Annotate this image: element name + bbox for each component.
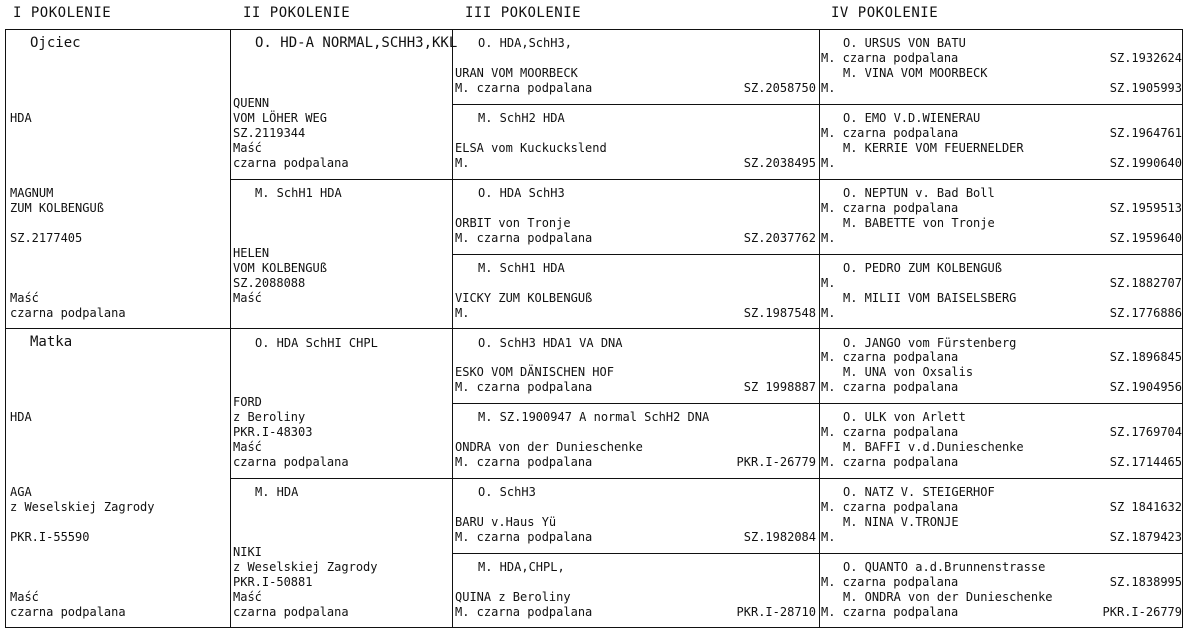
gen4-5-sire: O. ULK von Arlett — [843, 410, 966, 424]
gen4-6-sire: O. NATZ V. STEIGERHOF — [843, 485, 995, 499]
gen4-1-sire-color: M. czarna podpalana — [821, 126, 959, 140]
father-breed: HDA — [10, 111, 32, 125]
gen4-3-dam: M. MILII VOM BAISELSBERG — [843, 291, 1017, 305]
header-gen2: II POKOLENIE — [243, 5, 351, 21]
father-color: czarna podpalana — [10, 306, 126, 320]
gen4-0-sire-color: M. czarna podpalana — [821, 51, 959, 65]
gen3-4-name: ESKO VOM DÄNISCHEN HOF — [455, 365, 614, 379]
gen2-2-line: czarna podpalana — [233, 455, 349, 469]
gen2-2-line: FORD — [233, 395, 262, 409]
gen3-3-note: M. SchH1 HDA — [478, 261, 565, 275]
gen3-0-note: O. HDA,SchH3, — [478, 36, 572, 50]
gen4-7-sire-reg: SZ.1838995 — [1109, 575, 1182, 589]
gen2-3-line: z Weselskiej Zagrody — [233, 560, 378, 574]
gen3-4-note: O. SchH3 HDA1 VA DNA — [478, 336, 623, 350]
gen4-4-dam-reg: SZ.1904956 — [1109, 380, 1182, 394]
gen4-6-dam: M. NINA V.TRONJE — [843, 515, 959, 529]
gen4-5-sire-reg: SZ.1769704 — [1109, 425, 1182, 439]
gen4-1-sire: O. EMO V.D.WIENERAU — [843, 111, 981, 125]
gen4-2-dam: M. BABETTE von Tronje — [843, 216, 995, 230]
gen4-0-dam: M. VINA VOM MOORBECK — [843, 66, 988, 80]
gen3-2-note: O. HDA SchH3 — [478, 186, 565, 200]
gen3-7-reg: PKR.I-28710 — [736, 605, 816, 619]
gen3-6-note: O. SchH3 — [478, 485, 536, 499]
gen4-5-dam: M. BAFFI v.d.Dunieschenke — [843, 440, 1024, 454]
father-name: MAGNUM — [10, 186, 54, 200]
gen3-2-reg: SZ.2037762 — [743, 231, 816, 245]
mother-role: Matka — [30, 334, 73, 350]
gen2-0-line: QUENN — [233, 96, 270, 110]
father-kennel: ZUM KOLBENGUß — [10, 201, 104, 215]
gen4-0-dam-reg: SZ.1905993 — [1109, 81, 1182, 95]
gen4-7-dam-color: M. czarna podpalana — [821, 605, 959, 619]
gen4-3-sire: O. PEDRO ZUM KOLBENGUß — [843, 261, 1002, 275]
gen2-2-line: PKR.I-48303 — [233, 425, 313, 439]
gen3-0-name: URAN VOM MOORBECK — [455, 66, 578, 80]
gen3-1-name: ELSA vom Kuckuckslend — [455, 141, 607, 155]
gen4-4-sire: O. JANGO vom Fürstenberg — [843, 336, 1017, 350]
gen4-2-sire-color: M. czarna podpalana — [821, 201, 959, 215]
gen4-5-sire-color: M. czarna podpalana — [821, 425, 959, 439]
mother-color: czarna podpalana — [10, 605, 126, 619]
gen4-5-dam-reg: SZ.1714465 — [1109, 455, 1182, 469]
gen2-1-line: Maść — [233, 291, 262, 305]
gen4-0-sire: O. URSUS VON BATU — [843, 36, 966, 50]
header-gen1: I POKOLENIE — [13, 5, 112, 21]
gen2-0-note: O. HD-A NORMAL,SCHH3,KKL — [255, 35, 458, 51]
gen2-1-note: M. SchH1 HDA — [255, 186, 342, 200]
gen4-6-sire-reg: SZ 1841632 — [1109, 500, 1182, 514]
gen3-4-reg: SZ 1998887 — [743, 380, 816, 394]
gen2-1-line: SZ.2088088 — [233, 276, 306, 290]
gen3-3-color: M. — [455, 306, 470, 320]
gen3-7-note: M. HDA,CHPL, — [478, 560, 565, 574]
gen2-1-line: HELEN — [233, 246, 270, 260]
gen2-2-note: O. HDA SchHI CHPL — [255, 336, 378, 350]
divider — [230, 179, 1182, 180]
gen4-1-dam: M. KERRIE VOM FEUERNELDER — [843, 141, 1024, 155]
gen2-0-line: SZ.2119344 — [233, 126, 306, 140]
gen3-3-name: VICKY ZUM KOLBENGUß — [455, 291, 593, 305]
gen2-3-note: M. HDA — [255, 485, 299, 499]
gen3-7-color: M. czarna podpalana — [455, 605, 593, 619]
father-reg: SZ.2177405 — [10, 231, 83, 245]
gen2-1-line: VOM KOLBENGUß — [233, 261, 327, 275]
gen3-1-reg: SZ.2038495 — [743, 156, 816, 170]
divider — [452, 104, 1182, 105]
gen4-2-dam-reg: SZ.1959640 — [1109, 231, 1182, 245]
divider — [452, 553, 1182, 554]
gen4-2-dam-color: M. — [821, 231, 836, 245]
gen4-7-sire: O. QUANTO a.d.Brunnenstrasse — [843, 560, 1046, 574]
header-gen3: III POKOLENIE — [465, 5, 582, 21]
gen4-7-sire-color: M. czarna podpalana — [821, 575, 959, 589]
gen4-3-dam-reg: SZ.1776886 — [1109, 306, 1182, 320]
divider — [230, 478, 1182, 479]
gen3-4-color: M. czarna podpalana — [455, 380, 593, 394]
gen2-3-line: PKR.I-50881 — [233, 575, 313, 589]
gen3-2-name: ORBIT von Tronje — [455, 216, 571, 230]
father-role: Ojciec — [30, 35, 81, 51]
gen4-6-sire-color: M. czarna podpalana — [821, 500, 959, 514]
gen3-6-color: M. czarna podpalana — [455, 530, 593, 544]
gen3-6-name: BARU v.Haus Yü — [455, 515, 557, 529]
gen3-0-reg: SZ.2058750 — [743, 81, 816, 95]
gen4-6-dam-reg: SZ.1879423 — [1109, 530, 1182, 544]
gen3-5-color: M. czarna podpalana — [455, 455, 593, 469]
mother-kennel: z Weselskiej Zagrody — [10, 500, 155, 514]
gen4-4-dam-color: M. czarna podpalana — [821, 380, 959, 394]
gen2-3-line: Maść — [233, 590, 262, 604]
gen3-1-color: M. — [455, 156, 470, 170]
mother-name: AGA — [10, 485, 32, 499]
gen3-6-reg: SZ.1982084 — [743, 530, 816, 544]
pedigree-table — [5, 29, 1183, 628]
gen3-5-reg: PKR.I-26779 — [736, 455, 816, 469]
gen4-7-dam-reg: PKR.I-26779 — [1102, 605, 1182, 619]
mother-breed: HDA — [10, 410, 32, 424]
gen2-2-line: z Beroliny — [233, 410, 306, 424]
gen2-3-line: NIKI — [233, 545, 262, 559]
gen4-2-sire: O. NEPTUN v. Bad Boll — [843, 186, 995, 200]
gen2-0-line: Maść — [233, 141, 262, 155]
gen4-7-dam: M. ONDRA von der Dunieschenke — [843, 590, 1053, 604]
header-gen4: IV POKOLENIE — [831, 5, 939, 21]
divider — [452, 254, 1182, 255]
gen4-4-sire-reg: SZ.1896845 — [1109, 350, 1182, 364]
gen4-3-sire-color: M. — [821, 276, 836, 290]
gen3-5-note: M. SZ.1900947 A normal SchH2 DNA — [478, 410, 710, 424]
gen2-3-line: czarna podpalana — [233, 605, 349, 619]
gen3-0-color: M. czarna podpalana — [455, 81, 593, 95]
gen4-3-dam-color: M. — [821, 306, 836, 320]
gen3-7-name: QUINA z Beroliny — [455, 590, 571, 604]
gen4-2-sire-reg: SZ.1959513 — [1109, 201, 1182, 215]
mother-masc-label: Maść — [10, 590, 39, 604]
gen4-4-dam: M. UNA von Oxsalis — [843, 365, 974, 379]
gen4-1-dam-reg: SZ.1990640 — [1109, 156, 1182, 170]
gen2-0-line: czarna podpalana — [233, 156, 349, 170]
mother-reg: PKR.I-55590 — [10, 530, 90, 544]
gen4-1-sire-reg: SZ.1964761 — [1109, 126, 1182, 140]
gen4-5-dam-color: M. czarna podpalana — [821, 455, 959, 469]
gen2-2-line: Maść — [233, 440, 262, 454]
divider — [6, 328, 1182, 329]
gen4-1-dam-color: M. — [821, 156, 836, 170]
gen3-1-note: M. SchH2 HDA — [478, 111, 565, 125]
gen4-0-dam-color: M. — [821, 81, 836, 95]
gen4-0-sire-reg: SZ.1932624 — [1109, 51, 1182, 65]
gen4-4-sire-color: M. czarna podpalana — [821, 350, 959, 364]
gen3-5-name: ONDRA von der Dunieschenke — [455, 440, 643, 454]
divider — [452, 403, 1182, 404]
gen2-0-line: VOM LÖHER WEG — [233, 111, 327, 125]
gen4-3-sire-reg: SZ.1882707 — [1109, 276, 1182, 290]
gen4-6-dam-color: M. — [821, 530, 836, 544]
gen3-3-reg: SZ.1987548 — [743, 306, 816, 320]
father-masc-label: Maść — [10, 291, 39, 305]
gen3-2-color: M. czarna podpalana — [455, 231, 593, 245]
